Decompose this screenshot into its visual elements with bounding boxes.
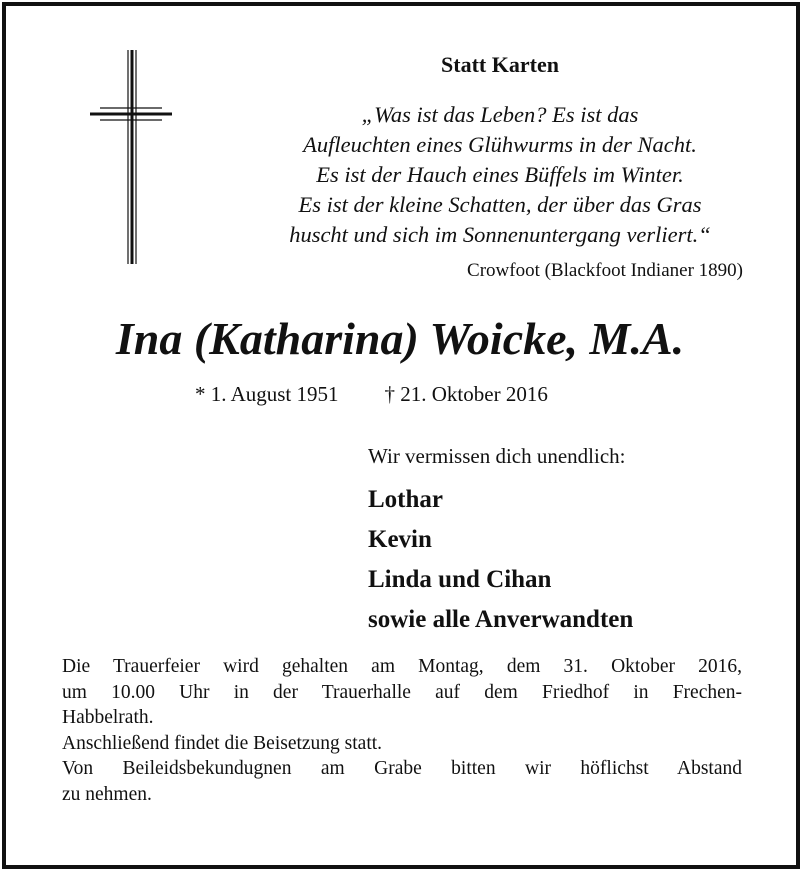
mourner-name: sowie alle Anverwandten	[368, 606, 634, 633]
heading-statt-karten: Statt Karten	[441, 52, 559, 77]
quote-line: Es ist der kleine Schatten, der über das Gras	[298, 192, 702, 217]
mourner-name: Kevin	[368, 526, 432, 553]
mourner-name: Linda und Cihan	[368, 566, 552, 593]
mourners-list	[368, 480, 633, 640]
quote-line: „Was ist das Leben? Es ist das	[361, 102, 639, 127]
life-dates	[195, 382, 548, 407]
funeral-line: Habbelrath.	[62, 707, 154, 728]
quote	[240, 100, 760, 250]
quote-attribution: Crowfoot (Blackfoot Indianer 1890)	[467, 260, 743, 281]
quote-line: huscht und sich im Sonnenuntergang verliert.“	[289, 222, 711, 247]
funeral-details	[62, 654, 742, 807]
birth-date: * 1. August 1951	[195, 382, 339, 406]
deceased-name: Ina (Katharina) Woicke, M.A.	[115, 313, 685, 364]
funeral-line: zu nehmen.	[62, 783, 152, 805]
quote-line: Aufleuchten eines Glühwurms in der Nacht.	[303, 132, 697, 157]
cross-icon	[86, 50, 176, 264]
mourners-intro: Wir vermissen dich unendlich:	[368, 444, 626, 468]
funeral-line: Die Trauerfeier wird gehalten am Montag, dem 31. Oktober 2016,	[62, 656, 742, 677]
death-date: † 21. Oktober 2016	[384, 382, 548, 406]
quote-line: Es ist der Hauch eines Büffels im Winter.	[316, 162, 684, 187]
mourner-name: Lothar	[368, 486, 443, 513]
funeral-line: um 10.00 Uhr in der Trauerhalle auf dem Friedhof in Frechen-	[62, 681, 742, 703]
funeral-line: Anschließend findet die Beisetzung statt.	[62, 732, 383, 754]
funeral-line: Von Beileidsbekundugnen am Grabe bitten wir höflichst Abstand	[62, 758, 742, 779]
